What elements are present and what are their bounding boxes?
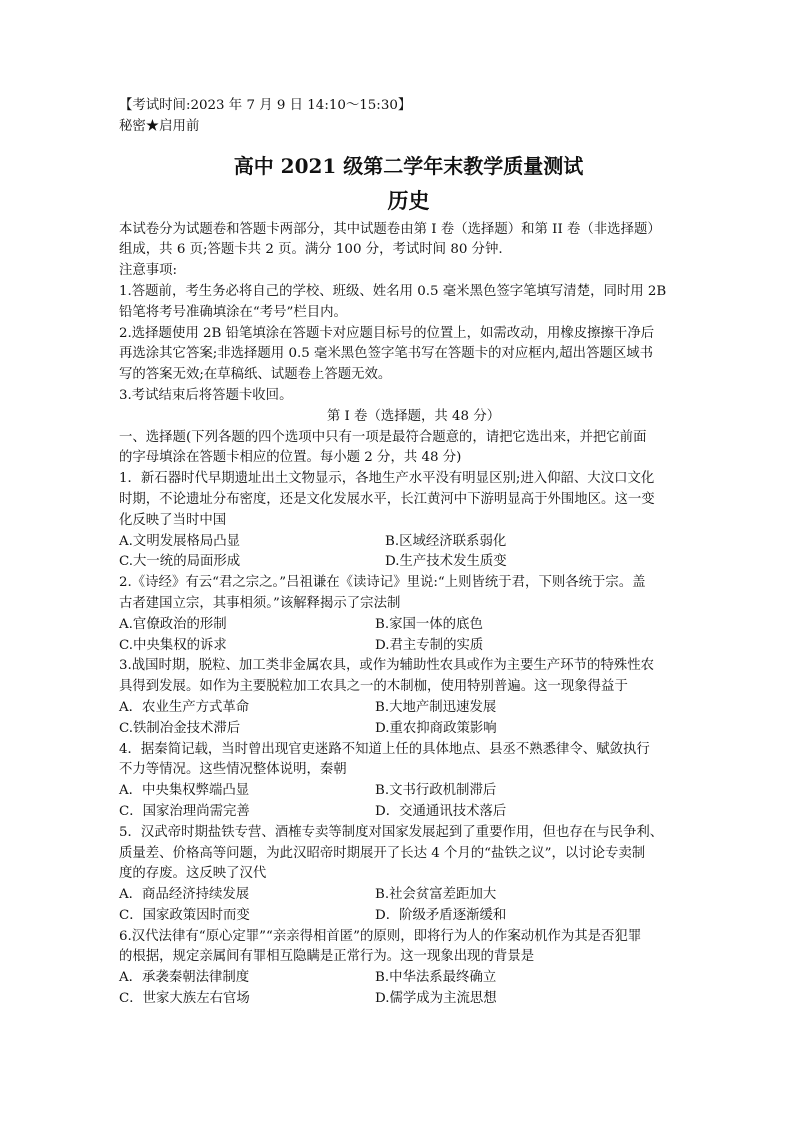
secret-label: 秘密★启用前	[119, 118, 200, 134]
option-d: D.生产技术发生质变	[385, 554, 507, 570]
option-row	[119, 636, 718, 657]
question-stem: 6.汉代法律有“原心定罪”“亲亲得相首匿”的原则，即将行为人的作案动机作为其是否犯罪	[119, 928, 642, 944]
option-row	[119, 552, 718, 573]
option-b: B.社会贫富差距加大	[375, 887, 497, 903]
option-row	[119, 885, 718, 906]
option-d: D．阶级矛盾逐渐缓和	[375, 907, 507, 923]
question-stem: 的根据，规定亲属间有罪相互隐瞒是正常行为。这一现象出现的背景是	[119, 949, 535, 965]
part1-title: 第 I 卷（选择题，共 48 分）	[326, 408, 501, 424]
question-1	[119, 469, 718, 573]
exam-time: 【考试时间:2023 年 7 月 9 日 14:10～15:30】	[119, 98, 412, 113]
option-a: A．承袭秦朝法律制度	[119, 970, 250, 986]
notice-line: 铅笔将考号准确填涂在“考号”栏目内。	[119, 304, 347, 320]
option-row	[119, 698, 718, 719]
section-instruction: 一、选择题(下列各题的四个选项中只有一项是最符合题意的，请把它选出来，并把它前面	[119, 429, 647, 445]
question-stem: 质量差、价格高等问题，为此汉昭帝时期展开了长达 4 个月的“盐铁之议”，以讨论专卖制	[119, 845, 646, 861]
question-stem: 度的存废。这反映了汉代	[119, 866, 267, 882]
option-b: B.文书行政机制滞后	[375, 783, 497, 799]
option-d: D.君主专制的实质	[375, 637, 484, 653]
question-6	[119, 927, 718, 1010]
option-b: B.中华法系最终确立	[375, 970, 497, 986]
question-3	[119, 656, 718, 739]
question-stem: 具得到发展。如作为主要脱粒加工农具之一的木制枷，使用特别普遍。这一现象得益于	[119, 679, 628, 695]
question-stem: 化反映了当时中国	[119, 512, 227, 528]
question-2	[119, 573, 718, 656]
option-c: C．国家政策因时而变	[119, 907, 250, 923]
notice-line: 3.考试结束后将答题卡收回。	[119, 387, 293, 403]
question-stem: 时期，不论遗址分布密度，还是文化发展水平，长江黄河中下游明显高于外围地区。这一变	[119, 491, 655, 507]
intro-line: 本试卷分为试题卷和答题卡两部分，其中试题卷由第 I 卷（选择题）和第 II 卷（非选择题）	[119, 221, 661, 237]
question-stem: 1．新石器时代早期遗址出土文物显示，各地生产水平没有明显区别;进入仰韶、大汶口文化	[119, 471, 655, 487]
option-c: C.大一统的局面形成	[119, 554, 241, 570]
option-b: B.区域经济联系弱化	[385, 533, 507, 549]
option-row	[119, 989, 718, 1010]
option-row	[119, 968, 718, 989]
question-stem: 不力等情况。这些情况整体说明，秦朝	[119, 762, 347, 778]
section-instruction: 的字母填涂在答题卡相应的位置。每小题 2 分，共 48 分)	[119, 450, 462, 466]
exam-title: 高中 2021 级第二学年末教学质量测试	[233, 153, 584, 178]
question-stem: 3.战国时期，脱粒、加工类非金属农具，或作为辅助性农具或作为主要生产环节的特殊性农	[119, 658, 655, 674]
option-d: D．交通通讯技术落后	[375, 803, 507, 819]
option-a: A．商品经济持续发展	[119, 887, 250, 903]
option-row	[119, 802, 718, 823]
notice-line: 2.选择题使用 2B 铅笔填涂在答题卡对应题目标号的位置上，如需改动，用橡皮擦擦干净后	[119, 325, 655, 341]
intro-line: 组成，共 6 页;答题卡共 2 页。满分 100 分，考试时间 80 分钟.	[119, 242, 503, 258]
option-a: A.文明发展格局凸显	[119, 533, 241, 549]
notice-line: 写的答案无效;在草稿纸、试题卷上答题无效。	[119, 367, 392, 383]
option-a: A．农业生产方式革命	[119, 699, 250, 715]
option-b: B.家国一体的底色	[375, 616, 483, 632]
question-stem: 4．据秦简记载，当时曾出现官吏迷路不知道上任的具体地点、县丞不熟悉律令、赋敛执行	[119, 741, 650, 757]
option-a: A.官僚政治的形制	[119, 616, 227, 632]
option-d: D.重农抑商政策影响	[375, 720, 497, 736]
notice-line: 1.答题前，考生务必将自己的学校、班级、姓名用 0.5 毫米黑色签字笔填写清楚，同时用 2B	[119, 283, 667, 299]
option-a: A．中央集权弊端凸显	[119, 783, 250, 799]
option-row	[119, 532, 718, 553]
option-c: C.铁制冶金技术滞后	[119, 720, 241, 736]
option-b: B.大地产制迅速发展	[375, 699, 497, 715]
notice-line: 再选涂其它答案;非选择题用 0.5 毫米黑色签字笔书写在答题卡的对应框内,超出答题区域书	[119, 346, 654, 362]
option-c: C．国家治理尚需完善	[119, 803, 250, 819]
option-row	[119, 781, 718, 802]
option-c: C.中央集权的诉求	[119, 637, 227, 653]
option-c: C．世家大族左右官场	[119, 991, 250, 1007]
question-4	[119, 740, 718, 823]
question-5	[119, 823, 718, 927]
option-row	[119, 719, 718, 740]
option-d: D.儒学成为主流思想	[375, 991, 497, 1007]
question-stem: 古者建国立宗，其事相须。”该解释揭示了宗法制	[119, 595, 401, 611]
subject-title: 历史	[387, 187, 430, 213]
option-row	[119, 615, 718, 636]
notice-title: 注意事项:	[119, 263, 178, 279]
question-stem: 2.《诗经》有云“君之宗之。”吕祖谦在《读诗记》里说:“上则皆统于君，下则各统于宗。盖	[119, 575, 646, 591]
option-row	[119, 906, 718, 927]
question-stem: 5．汉武帝时期盐铁专营、酒榷专卖等制度对国家发展起到了重要作用，但也存在与民争利、	[119, 824, 664, 840]
